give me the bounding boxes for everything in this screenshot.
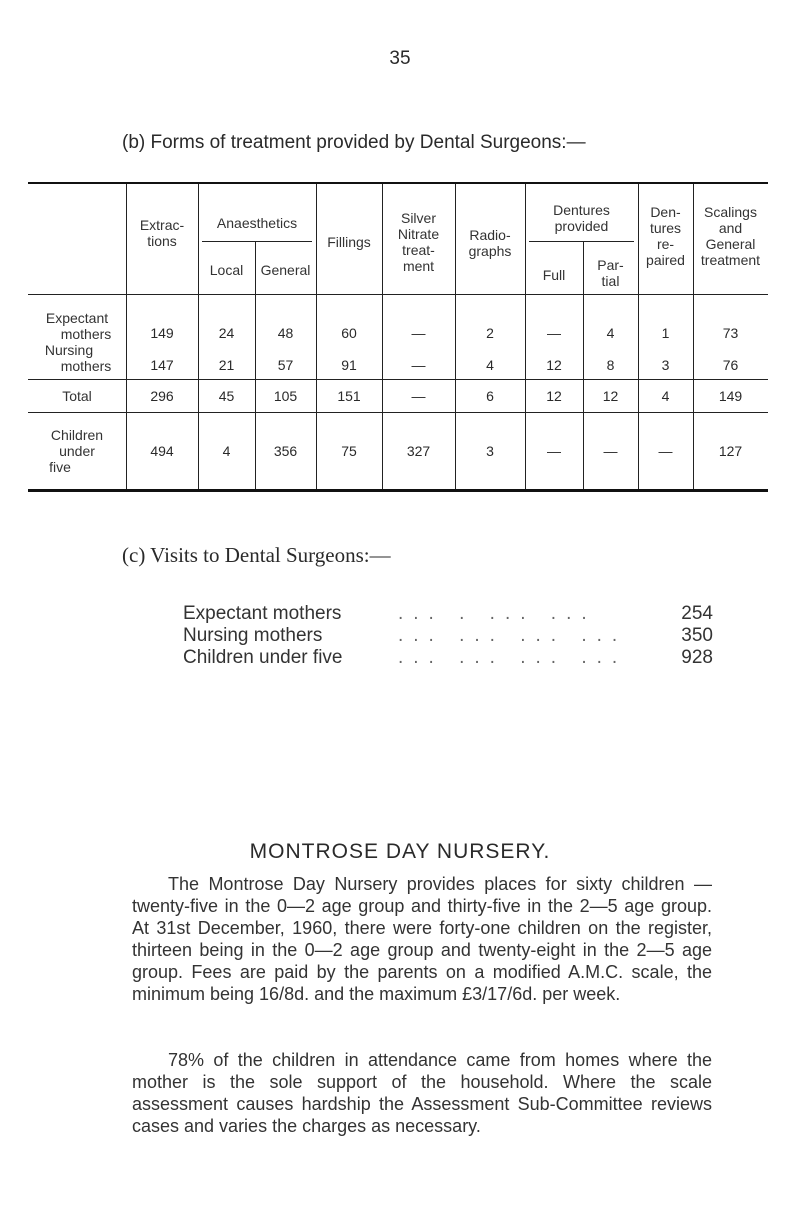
table-cell: 75: [341, 443, 357, 459]
header-scalings: [693, 204, 768, 268]
table-cell: 4: [222, 443, 231, 459]
visit-label: Expectant mothers: [183, 603, 342, 624]
anaesthetics-subrule: [202, 241, 312, 242]
row-label-text: Total: [62, 388, 92, 404]
header-text: graphs: [468, 243, 512, 259]
header-local: Local: [209, 262, 244, 278]
total-top-rule: [28, 379, 768, 380]
table-cell: 24: [218, 325, 235, 341]
visit-label: Nursing mothers: [183, 625, 323, 646]
visit-value: 350: [681, 625, 713, 646]
table-cell: —: [411, 388, 426, 404]
table-cell: 494: [150, 443, 174, 459]
header-text: General: [705, 236, 756, 252]
row-label-text: five: [49, 459, 71, 475]
table-cell: 21: [218, 357, 235, 373]
table-cell: 1: [661, 325, 670, 341]
table-cell: 76: [722, 357, 739, 373]
row-label-text: Children: [50, 427, 104, 443]
header-partial: [583, 257, 638, 289]
row-label-text: Nursing: [44, 342, 94, 358]
visit-label: Children under five: [183, 647, 343, 668]
table-cell: 327: [406, 443, 431, 459]
header-extractions: [126, 217, 198, 249]
table-cell: 8: [606, 357, 615, 373]
table-cell: 105: [273, 388, 298, 404]
section-b-heading: (b) Forms of treatment provided by Dental Surgeons:—: [122, 132, 586, 153]
header-text: Den-: [650, 204, 681, 220]
header-silver-nitrate: [382, 210, 455, 274]
table-cell: 4: [486, 357, 494, 373]
table-cell: 149: [150, 325, 174, 341]
header-text: Scalings: [704, 204, 757, 220]
header-text: tial: [601, 273, 620, 289]
visit-value: 928: [681, 647, 713, 668]
table-cell: 356: [273, 443, 298, 459]
header-bottom-rule: [28, 294, 768, 295]
dentures-subrule: [529, 241, 634, 242]
visit-row-nursing-mothers: [183, 625, 713, 649]
visit-value: 254: [681, 603, 713, 624]
header-text: Radio-: [469, 227, 511, 243]
leader-dots: ... ... ... ...: [398, 625, 628, 646]
table-cell: 60: [341, 325, 357, 341]
table-cell: —: [411, 357, 426, 373]
header-text: ment: [402, 258, 435, 274]
table-cell: 12: [602, 388, 619, 404]
paragraph-text: 78% of the children in attendance came from homes where the mother is the sole support of the household. Where the scale assessment causes hardship the Assessment Sub-Committee reviews cases and varies the charges as necessary.: [132, 1050, 712, 1136]
header-text: Silver: [400, 210, 436, 226]
row-label-text: mothers: [60, 358, 112, 374]
header-text: treatment: [700, 252, 761, 268]
treatment-table: [28, 182, 768, 492]
table-cell: 45: [218, 388, 235, 404]
table-cell: —: [411, 325, 426, 341]
table-cell: —: [547, 443, 561, 459]
row-label-text: mothers: [60, 326, 112, 342]
header-general: General: [260, 262, 311, 278]
table-cell: 147: [150, 357, 174, 373]
header-dentures-repaired: [638, 204, 693, 268]
visit-row-expectant-mothers: [183, 603, 713, 627]
row-label-total: [28, 388, 126, 404]
header-fillings: Fillings: [327, 234, 371, 250]
header-text: re-: [656, 236, 675, 252]
table-cell: 2: [486, 325, 494, 341]
header-dentures-provided: [525, 202, 638, 234]
table-cell: 3: [486, 443, 494, 459]
table-bottom-rule: [28, 489, 768, 492]
header-radiographs: [455, 227, 525, 259]
table-cell: 48: [277, 325, 294, 341]
leader-dots: ... . ... ...: [398, 603, 597, 624]
table-cell: 151: [337, 388, 361, 404]
table-top-rule: [28, 182, 768, 184]
table-cell: —: [658, 443, 673, 459]
table-cell: 91: [341, 357, 357, 373]
table-cell: 3: [661, 357, 670, 373]
table-cell: 127: [718, 443, 743, 459]
nursery-paragraph-2: [132, 1049, 712, 1137]
table-cell: —: [603, 443, 618, 459]
table-cell: 4: [606, 325, 615, 341]
row-label-nursing-mothers: [28, 342, 126, 374]
header-text: treat-: [402, 242, 435, 258]
table-cell: 73: [722, 325, 739, 341]
nursery-title: MONTROSE DAY NURSERY.: [249, 840, 551, 863]
paragraph-text: The Montrose Day Nursery provides places for sixty children —twenty-five in the 0—2 age group and thirty-five in the 2—5 age group. At 31st December, 1960, there were forty-one children on the register, thirteen being in the 0—2 age group and twenty-eight in the 2—5 age group. Fees are paid by the parents on a modified A.M.C. scale, the minimum being 16/8d. and the maximum £3/17/6d. per week.: [132, 874, 712, 1004]
header-text: Nitrate: [397, 226, 440, 242]
row-label-text: under: [59, 443, 95, 459]
visit-row-children-under-five: [183, 647, 713, 671]
header-text: paired: [646, 252, 685, 268]
header-full: Full: [542, 267, 566, 283]
header-text: provided: [554, 218, 609, 234]
header-text: tions: [147, 233, 177, 249]
nursery-paragraph-1: [132, 873, 712, 1005]
row-label-text: Expectant: [45, 310, 109, 326]
table-cell: 12: [546, 388, 562, 404]
header-text: tures: [649, 220, 682, 236]
header-text: and: [718, 220, 743, 236]
header-text: Extrac-: [139, 217, 185, 233]
leader-dots: ... ... ... ...: [398, 647, 628, 668]
row-label-children-under-five: [28, 427, 126, 475]
page-number: 35: [389, 48, 411, 69]
row-label-expectant-mothers: [28, 310, 126, 342]
total-bottom-rule: [28, 412, 768, 413]
header-anaesthetics: Anaesthetics: [216, 215, 298, 231]
table-cell: 12: [546, 357, 562, 373]
table-cell: 57: [277, 357, 294, 373]
table-cell: 4: [661, 388, 670, 404]
section-c-heading: (c) Visits to Dental Surgeons:—: [122, 543, 391, 567]
table-cell: —: [547, 325, 561, 341]
table-cell: 6: [486, 388, 494, 404]
table-cell: 296: [150, 388, 174, 404]
table-cell: 149: [718, 388, 743, 404]
header-text: Dentures: [553, 202, 610, 218]
header-text: Par-: [597, 257, 624, 273]
